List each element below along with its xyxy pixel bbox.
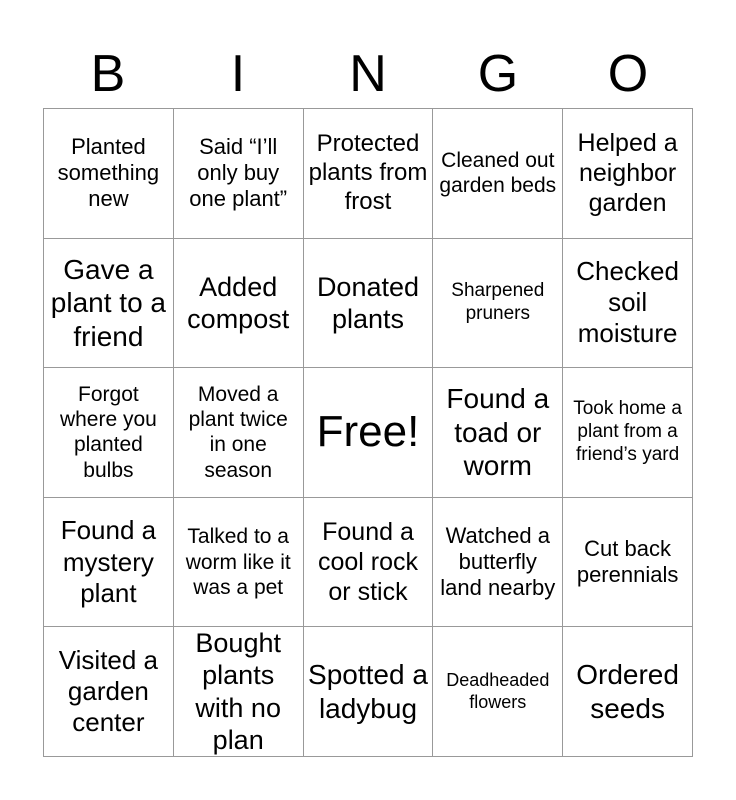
header-letter-n: N xyxy=(349,45,387,103)
bingo-cell[interactable]: Found a mystery plant xyxy=(44,498,174,628)
bingo-cell[interactable]: Found a toad or worm xyxy=(433,368,563,498)
header-letter-o: O xyxy=(607,45,649,103)
bingo-cell[interactable]: Bought plants with no plan xyxy=(174,627,304,757)
bingo-cell[interactable]: Took home a plant from a friend’s yard xyxy=(563,368,693,498)
bingo-cell[interactable]: Checked soil moisture xyxy=(563,239,693,369)
bingo-cell[interactable]: Talked to a worm like it was a pet xyxy=(174,498,304,628)
bingo-card-grid xyxy=(43,108,693,757)
header-letter-b: B xyxy=(90,45,126,103)
bingo-cell[interactable]: Planted something new xyxy=(44,109,174,239)
bingo-cell[interactable]: Moved a plant twice in one season xyxy=(174,368,304,498)
bingo-cell[interactable]: Visited a garden center xyxy=(44,627,174,757)
bingo-header xyxy=(43,40,693,108)
header-letter-i: I xyxy=(230,45,246,103)
bingo-cell[interactable]: Added compost xyxy=(174,239,304,369)
bingo-cell[interactable]: Cleaned out garden beds xyxy=(433,109,563,239)
bingo-cell[interactable]: Protected plants from frost xyxy=(304,109,434,239)
bingo-cell[interactable]: Found a cool rock or stick xyxy=(304,498,434,628)
bingo-cell[interactable]: Ordered seeds xyxy=(563,627,693,757)
bingo-cell[interactable]: Gave a plant to a friend xyxy=(44,239,174,369)
bingo-cell[interactable]: Helped a neighbor garden xyxy=(563,109,693,239)
bingo-cell[interactable]: Cut back perennials xyxy=(563,498,693,628)
bingo-cell[interactable]: Watched a butterfly land nearby xyxy=(433,498,563,628)
bingo-cell[interactable]: Deadheaded flowers xyxy=(433,627,563,757)
bingo-cell[interactable]: Said “I’ll only buy one plant” xyxy=(174,109,304,239)
free-space-cell[interactable]: Free! xyxy=(304,368,434,498)
bingo-cell[interactable]: Sharpened pruners xyxy=(433,239,563,369)
header-letter-g: G xyxy=(477,45,519,103)
bingo-cell[interactable]: Forgot where you planted bulbs xyxy=(44,368,174,498)
bingo-cell[interactable]: Spotted a ladybug xyxy=(304,627,434,757)
bingo-cell[interactable]: Donated plants xyxy=(304,239,434,369)
